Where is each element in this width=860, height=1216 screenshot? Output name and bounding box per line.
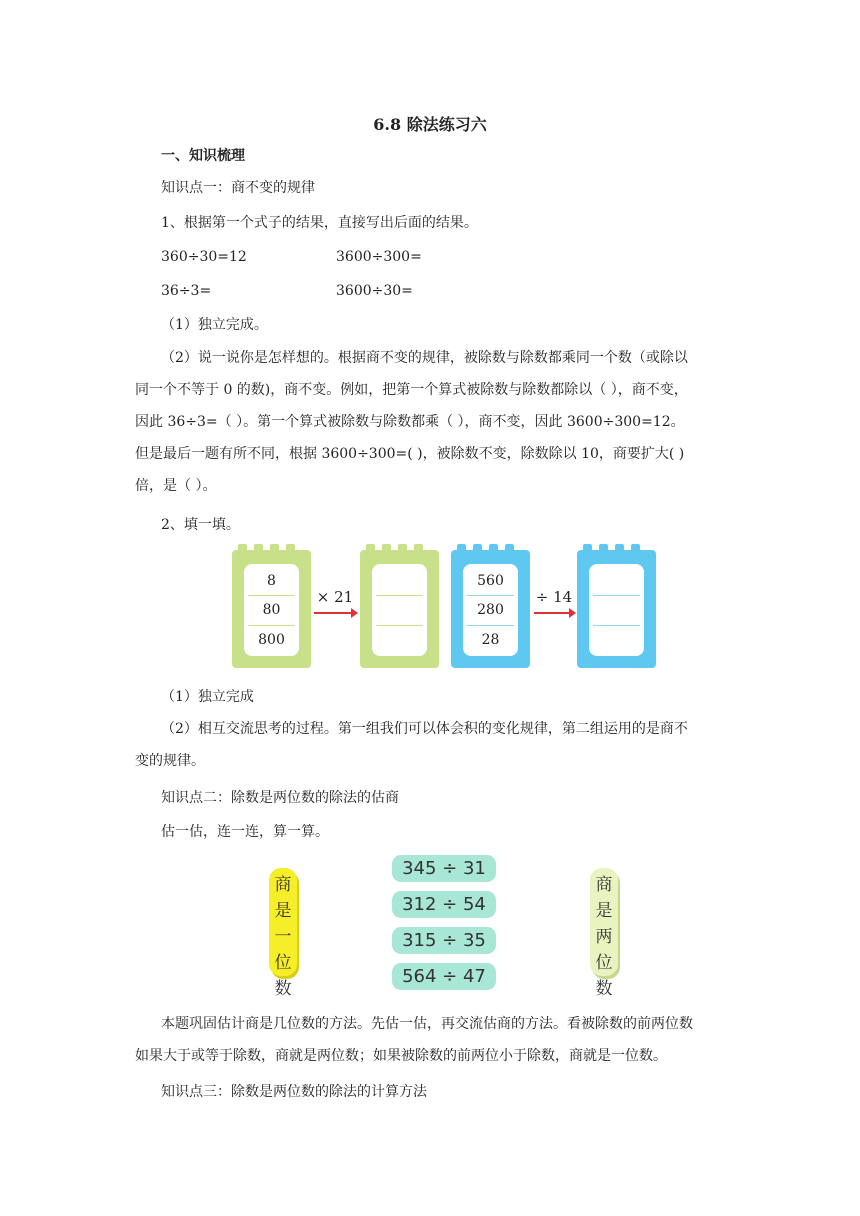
division-expression[interactable]: 564 ÷ 47 <box>392 963 496 990</box>
knowledge-point-1: 知识点一：商不变的规律 <box>161 180 315 196</box>
page-title: 6.8 除法练习六 <box>373 115 487 134</box>
knowledge-point-3: 知识点三：除数是两位数的除法的计算方法 <box>161 1084 427 1100</box>
equation: 3600÷30= <box>336 283 413 299</box>
label-two-digit-quotient: 商 是 两 位 数 <box>590 868 618 976</box>
card-value: 560 <box>477 573 504 589</box>
explanation-paragraph: （2）说一说你是怎样想的。根据商不变的规律，被除数与除数都乘同一个数（或除以 同一个不等于 0 的数)，商不变。例如，把第一个算式被除数与除数都除以（ ），商不变， 因此 36÷3=（ ）。第一个算式被除数与除数都乘（ ），商不变，因此 3600÷300=12。 但是最后一题有所不同，根据 3600÷300=( )，被除数不变，除数除以 10，商要扩大( ) 倍，是（ ）。 <box>135 350 688 494</box>
card-value: 280 <box>477 602 504 618</box>
label-one-digit-quotient: 商 是 一 位 数 <box>269 868 297 976</box>
number-card-blue <box>451 550 530 668</box>
division-expression[interactable]: 312 ÷ 54 <box>392 891 496 918</box>
explanation-paragraph: （2）相互交流思考的过程。第一组我们可以体会积的变化规律，第二组运用的是商不 变的规律。 <box>135 721 688 769</box>
step-text: （1）独立完成 <box>161 689 254 705</box>
equation: 3600÷300= <box>336 249 422 265</box>
card-value: 28 <box>481 632 500 648</box>
division-expression[interactable]: 315 ÷ 35 <box>392 927 496 954</box>
equation: 360÷30=12 <box>161 249 247 265</box>
arrow <box>314 612 352 614</box>
knowledge-point-2: 知识点二：除数是两位数的除法的估商 <box>161 790 399 806</box>
division-expression[interactable]: 345 ÷ 31 <box>392 855 496 882</box>
question-2: 2、填一填。 <box>161 517 240 533</box>
arrow <box>534 612 570 614</box>
card-value: 80 <box>262 602 281 618</box>
answer-card-blue <box>577 550 656 668</box>
instruction: 估一估，连一连，算一算。 <box>161 824 329 840</box>
divide-label: ÷ 14 <box>535 588 573 606</box>
answer-card-green <box>360 550 439 668</box>
question-1: 1、根据第一个式子的结果，直接写出后面的结果。 <box>161 215 478 231</box>
card-value: 800 <box>258 632 285 648</box>
explanation-paragraph: 本题巩固估计商是几位数的方法。先估一估，再交流估商的方法。看被除数的前两位数 如果大于或等于除数，商就是两位数；如果被除数的前两位小于除数，商就是一位数。 <box>135 1016 693 1064</box>
card-value: 8 <box>267 573 276 589</box>
number-card-green <box>232 550 311 668</box>
section-heading: 一、知识梳理 <box>161 148 245 164</box>
equation: 36÷3= <box>161 283 212 299</box>
multiply-label: × 21 <box>316 588 354 606</box>
step-text: （1）独立完成。 <box>161 317 268 333</box>
